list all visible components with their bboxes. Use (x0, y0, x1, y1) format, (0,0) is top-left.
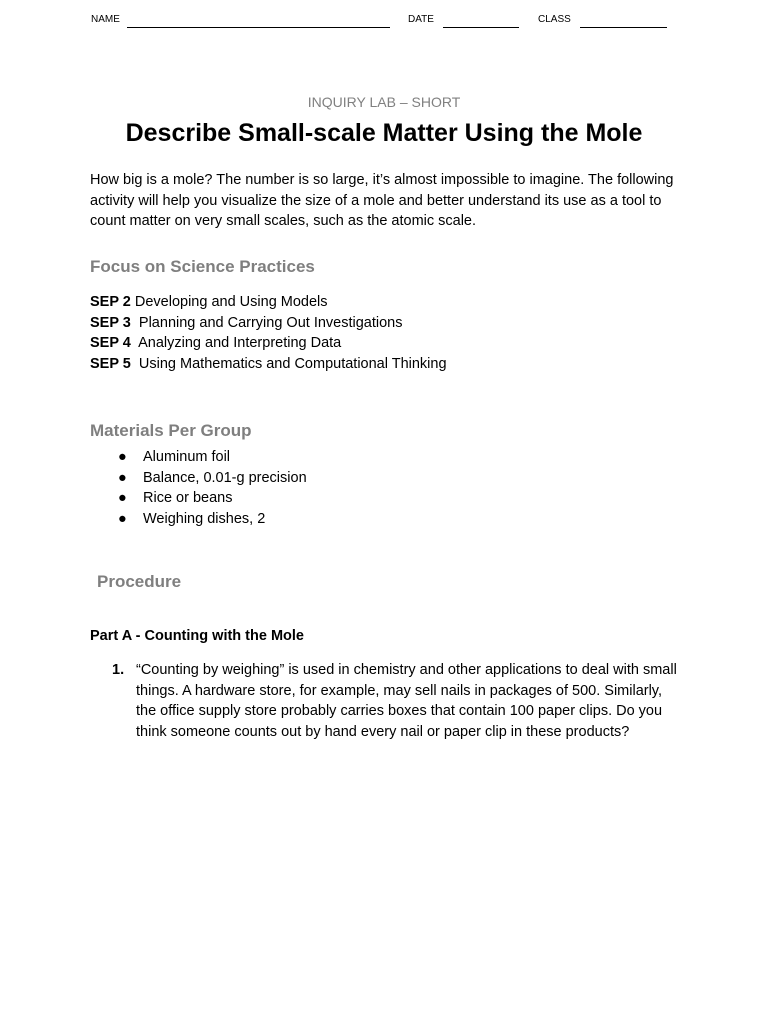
bullet-icon: ● (118, 511, 127, 528)
practice-item (90, 292, 680, 313)
procedure-heading: Procedure (97, 572, 182, 591)
lab-type-label: INQUIRY LAB – SHORT (307, 94, 461, 110)
practice-code: SEP 5 (90, 356, 131, 373)
practice-item (90, 333, 680, 354)
name-line (127, 27, 390, 28)
material-text: Rice or beans (143, 490, 233, 507)
material-text: Weighing dishes, 2 (143, 511, 266, 528)
list-item (118, 488, 307, 509)
student-info-header (91, 14, 668, 30)
practice-text: Using Mathematics and Computational Thinking (130, 356, 447, 373)
practice-text: Developing and Using Models (130, 294, 328, 310)
step-number: 1. (112, 662, 125, 678)
science-practices-list (90, 292, 680, 375)
list-item (118, 447, 307, 468)
list-item (118, 468, 307, 489)
practice-text: Analyzing and Interpreting Data (130, 335, 342, 352)
practice-code: SEP 4 (90, 335, 131, 352)
page-title: Describe Small-scale Matter Using the Mole (125, 119, 643, 147)
practice-code: SEP 3 (90, 314, 131, 331)
practice-item (90, 354, 680, 375)
class-label: CLASS (538, 14, 571, 25)
step-text: “Counting by weighing” is used in chemistry and other applications to deal with small things. A hardware store, for example, may sell nails in packages of 500. Similarly, the office supply store probably carries boxes that contain 100 paper clips. Do you think someone counts out by hand every nail or paper clip in these products? (136, 662, 677, 740)
material-text: Balance, 0.01-g precision (143, 469, 307, 486)
material-text: Aluminum foil (143, 449, 231, 465)
bullet-icon: ● (118, 469, 127, 486)
class-line (580, 27, 667, 28)
bullet-icon: ● (118, 449, 127, 465)
bullet-icon: ● (118, 490, 127, 507)
practice-text: Planning and Carrying Out Investigations (130, 314, 403, 331)
intro-paragraph: How big is a mole? The number is so large, it’s almost impossible to imagine. The following activity will help you visualize the size of a mole and better understand its use as a tool to count matter on very small scales, such as the atomic scale. (90, 172, 674, 229)
materials-list (118, 447, 307, 530)
name-label: NAME (91, 14, 120, 25)
date-line (443, 27, 519, 28)
materials-heading: Materials Per Group (90, 421, 252, 440)
focus-heading: Focus on Science Practices (90, 257, 315, 276)
date-label: DATE (408, 14, 434, 25)
list-item (118, 509, 307, 530)
part-a-heading: Part A - Counting with the Mole (90, 628, 304, 644)
practice-code: SEP 2 (90, 294, 131, 310)
practice-item (90, 313, 680, 334)
